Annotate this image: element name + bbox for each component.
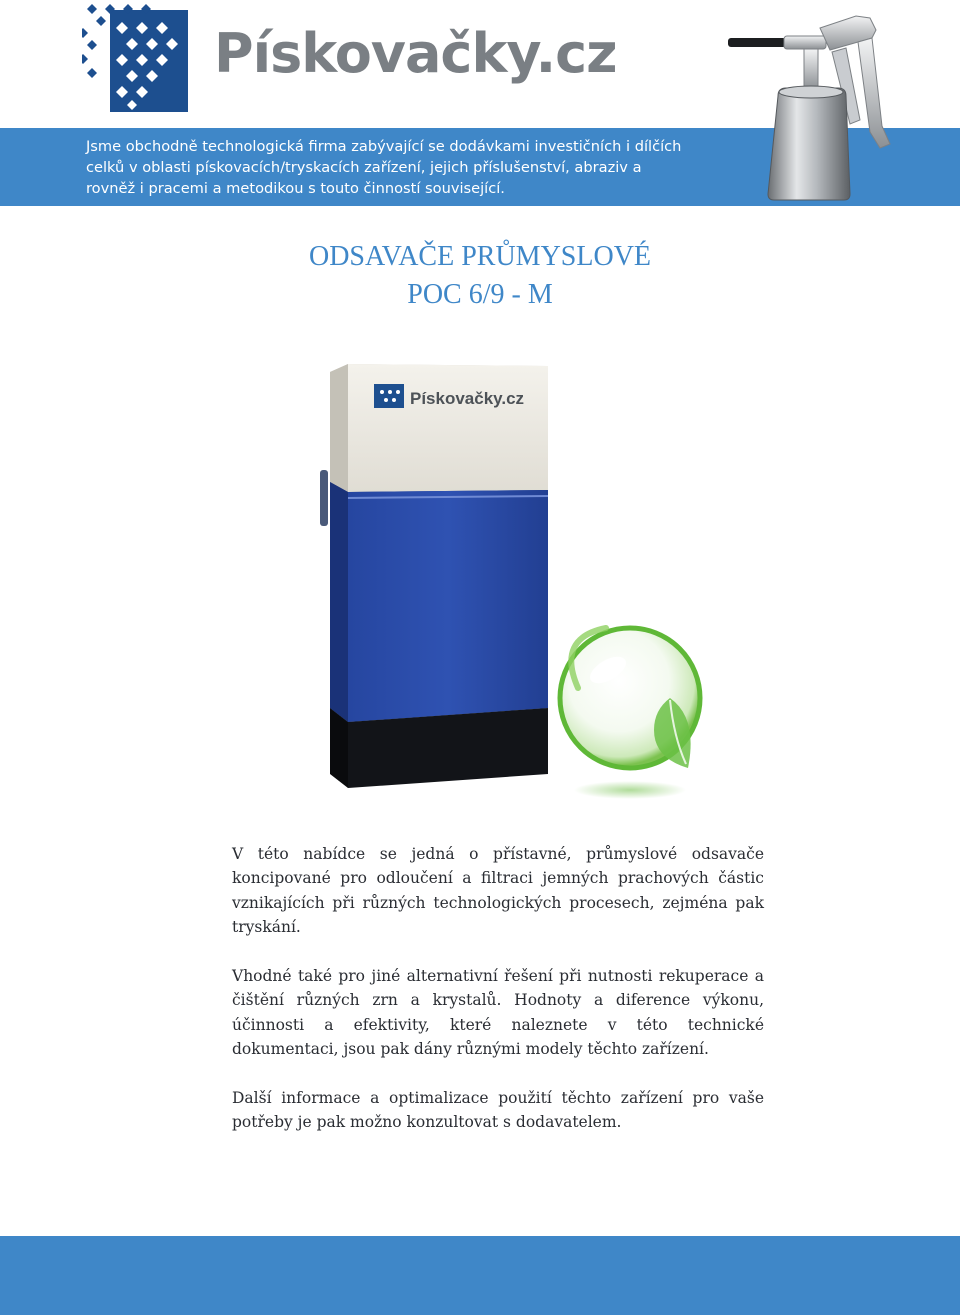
dust-extractor-image [310, 362, 560, 790]
footer-band [0, 1236, 960, 1315]
body-paragraph-3: Další informace a optimalizace použití těchto zařízení pro vaše potřeby je pak možno konzultovat s dodavatelem. [232, 1089, 764, 1132]
brand-tld: .cz [535, 22, 617, 85]
page-title [0, 238, 960, 314]
cabinet-logo-text: Pískovačky.cz [410, 389, 525, 408]
eco-leaf-orb-icon [550, 618, 710, 808]
spray-gun-icon [720, 8, 900, 202]
intro-text: Jsme obchodně technologická firma zabývající se dodávkami investičních i dílčích celků v oblasti pískovacích/tryskacích zařízení, jejich příslušenství, abraziv a rovněž i pracemi a metodikou s touto činností související. [86, 138, 682, 197]
title-line-1: ODSAVAČE PRŮMYSLOVÉ [308, 241, 652, 272]
body-text [232, 842, 764, 1159]
brand-name [214, 22, 617, 86]
body-paragraph-1: V této nabídce se jedná o přístavné, průmyslové odsavače koncipované pro odloučení a filtraci jemných prachových částic vznikajících při různých technologických procesech, zejména pak tryskání. [232, 845, 764, 937]
logo-icon [82, 2, 188, 112]
brand-name-text: Pískovačky [214, 22, 536, 85]
title-line-2: POC 6/9 - M [407, 279, 553, 310]
body-paragraph-2: Vhodné také pro jiné alternativní řešení při nutnosti rekuperace a čištění různých zrn a krystalů. Hodnoty a diference výkonu, účinnosti a efektivity, které naleznete v této technické dokumentaci, jsou pak dány různými modely těchto zařízení. [232, 967, 764, 1059]
